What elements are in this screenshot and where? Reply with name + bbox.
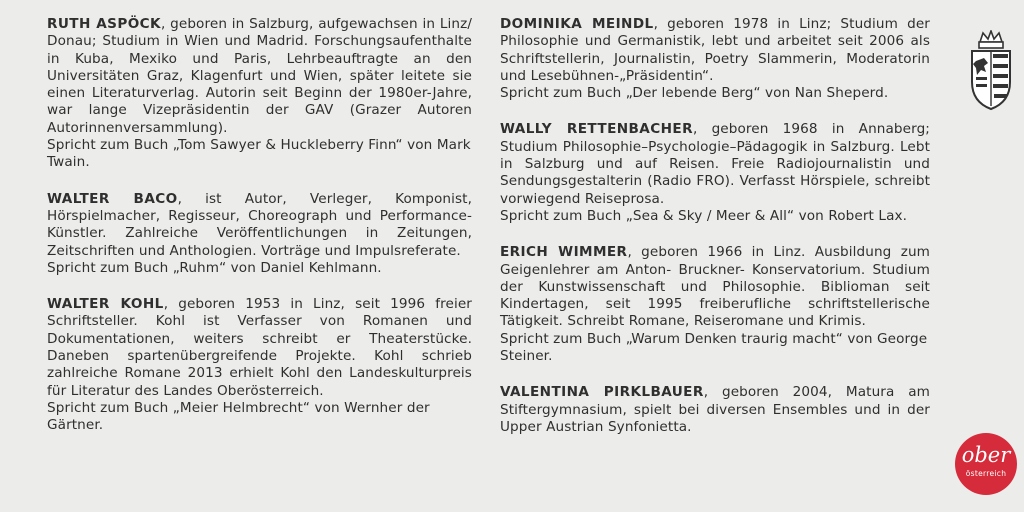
bio-erich-wimmer: [500, 244, 930, 365]
bio-text: , ist Autor, Verleger, Komponist, Hörspielmacher, Regisseur, Choreograph und Performance-Künstler. Zahlreiche Veröffentlichungen in Zeitungen, Zeitschriften und Anthologien. Vorträge und Impulsreferate.: [47, 190, 472, 259]
book-reference: Spricht zum Buch „Warum Denken traurig macht“ von George Steiner.: [500, 330, 928, 365]
author-name: WALTER BACO: [47, 190, 178, 207]
author-name: RUTH ASPÖCK: [47, 16, 161, 32]
logo-wordmark: ober: [961, 443, 1011, 467]
coat-of-arms-icon: [968, 30, 1014, 112]
bio-dominika-meindl: [500, 16, 930, 102]
bio-walter-baco: [47, 191, 472, 277]
bio-valentina-pirklbauer: [500, 384, 930, 436]
bio-text: , geboren 1978 in Linz; Studium der Philosophie und Germanistik, lebt und arbeitet seit 2006 als Schriftstellerin, Journalistin, Poetry Slammerin, Moderatorin und Lesebühnen-„Präsidentin“.: [500, 16, 930, 84]
bio-text: , geboren 2004, Matura am Stiftergymnasium, spielt bei diversen Ensembles und in der Upper Austrian Synfonietta.: [500, 384, 930, 435]
author-name: DOMINIKA MEINDL: [500, 16, 654, 32]
author-name: WALLY RETTENBACHER: [500, 121, 693, 138]
bio-walter-kohl: [47, 296, 472, 434]
oberoesterreich-logo: [955, 433, 1017, 495]
bio-text: , geboren 1968 in Annaberg; Studium Philosophie–Psychologie–Pädagogik in Salzburg. Lebt in Salzburg und auf Reisen. Freie Radiojournalistin und Sendungsgestalterin (Radio FRO). Verfasst Hörspiele, schreibt vorwiegend Reiseprosa.: [500, 121, 930, 207]
author-name: VALENTINA PIRKLBAUER: [500, 384, 704, 401]
logo-subtitle: österreich: [965, 469, 1007, 478]
book-reference: Spricht zum Buch „Der lebende Berg“ von Nan Sheperd.: [500, 85, 889, 102]
bio-text: , geboren 1953 in Linz, seit 1996 freier Schriftsteller. Kohl ist Verfasser von Romanen und Dokumentationen, weiters schreibt er Theaterstücke. Daneben spartenübergreifende Projekte. Kohl schrieb zahlreiche Romane 2013 erhielt Kohl den Landeskulturpreis für Literatur des Landes Oberösterreich.: [47, 296, 472, 399]
bio-wally-rettenbacher: [500, 121, 930, 225]
bio-text: , geboren 1966 in Linz. Ausbildung zum Geigenlehrer am Anton- Bruckner- Konservatorium. Studium der Kunstwissenschaft und Philosophie. Biblioman seit Kindertagen, seit 1995 freiberufliche schriftstellerische Tätigkeit. Schreibt Romane, Reiseromane und Krimis.: [500, 244, 930, 330]
author-name: ERICH WIMMER: [500, 244, 628, 261]
book-reference: Spricht zum Buch „Tom Sawyer & Huckleberry Finn“ von Mark Twain.: [47, 137, 471, 171]
bio-ruth-aspoeck: [47, 16, 472, 172]
book-reference: Spricht zum Buch „Meier Helmbrecht“ von Wernher der Gärtner.: [47, 399, 430, 434]
author-name: WALTER KOHL: [47, 296, 164, 313]
right-column: [500, 16, 930, 455]
book-reference: Spricht zum Buch „Sea & Sky / Meer & All“ von Robert Lax.: [500, 207, 908, 224]
left-column: [47, 16, 472, 454]
bio-text: , geboren in Salzburg, aufgewachsen in Linz/ Donau; Studium in Wien und Madrid. Forschungsaufenthalte in Kuba, Mexiko und Paris, Lehrbeauftragte an den Universitäten Graz, Klagenfurt und Wien, später leitete sie einen Literaturverlag. Autorin seit Beginn der 1980er-Jahre, war lange Vizepräsidentin der GAV (Grazer Autoren Autorinnenversammlung).: [47, 16, 472, 136]
book-reference: Spricht zum Buch „Ruhm“ von Daniel Kehlmann.: [47, 259, 382, 276]
